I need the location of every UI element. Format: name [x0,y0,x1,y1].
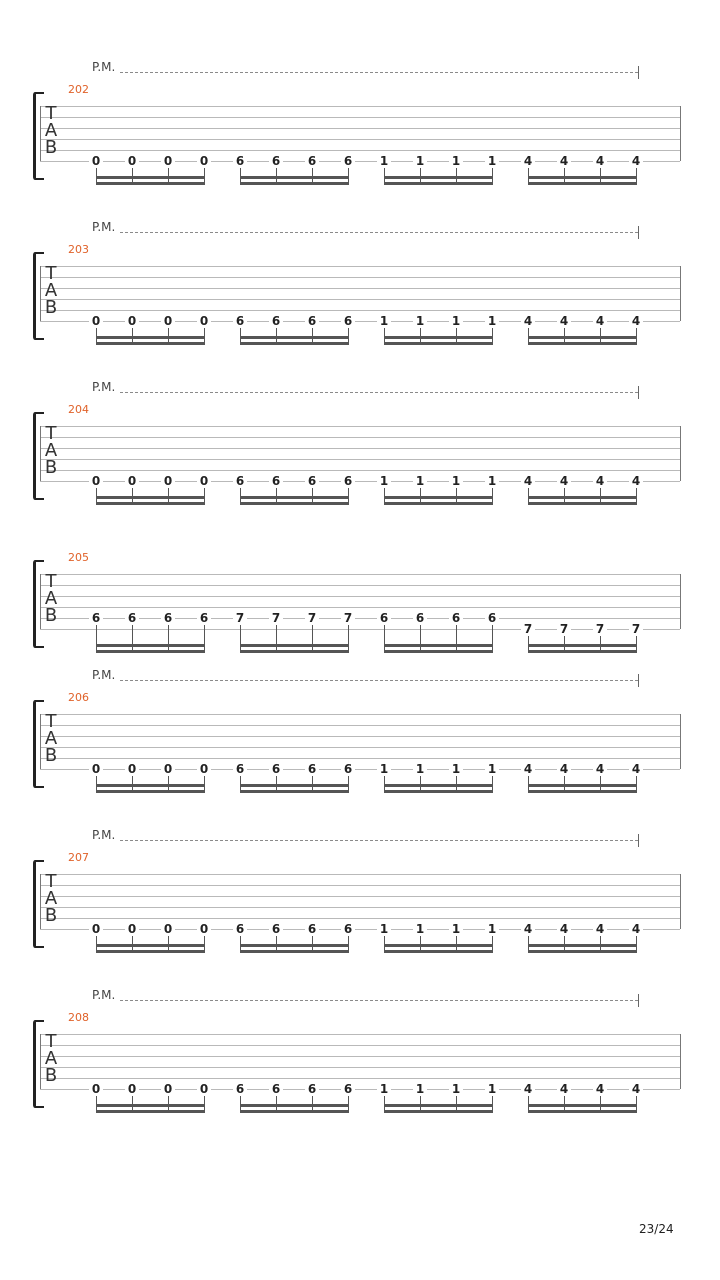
tab-string-line [40,437,680,438]
fret-number: 6 [269,155,283,167]
note-stem [204,625,205,652]
fret-number: 1 [485,1083,499,1095]
tab-clef-letter: T [45,423,57,444]
sixteenth-beam [528,650,637,653]
sixteenth-beam [528,342,637,345]
palm-mute-label: P.M. [92,220,116,234]
start-barline [40,426,41,481]
fret-number: 1 [377,1083,391,1095]
tab-clef-letter: T [45,571,57,592]
tab-string-line [40,150,680,151]
tab-clef-letter: T [45,711,57,732]
sixteenth-beam [240,182,349,185]
sixteenth-beam [96,650,205,653]
tab-system [0,988,720,1148]
fret-number: 6 [341,475,355,487]
end-barline [680,574,681,629]
fret-number: 1 [377,155,391,167]
start-barline [40,714,41,769]
sixteenth-beam [96,790,205,793]
end-barline [680,714,681,769]
bar-number: 208 [68,1011,89,1024]
palm-mute-end-mark [638,674,639,687]
fret-number: 0 [89,315,103,327]
fret-number: 4 [593,155,607,167]
fret-number: 4 [593,475,607,487]
fret-number: 0 [161,475,175,487]
fret-number: 0 [89,475,103,487]
fret-number: 1 [449,155,463,167]
tab-string-line [40,266,680,267]
fret-number: 6 [305,763,319,775]
tab-clef-letter: B [44,905,58,926]
note-stem [492,625,493,652]
start-barline [40,874,41,929]
tab-string-line [40,1045,680,1046]
sixteenth-beam [240,650,349,653]
note-stem [96,625,97,652]
fret-number: 4 [557,763,571,775]
tab-system [0,220,720,380]
tab-string-line [40,747,680,748]
fret-number: 1 [413,315,427,327]
tab-clef-letter: A [44,1048,58,1069]
fret-number: 4 [629,315,643,327]
fret-number: 1 [413,475,427,487]
sixteenth-beam [240,502,349,505]
sixteenth-beam [528,644,637,647]
fret-number: 0 [125,475,139,487]
sixteenth-beam [384,950,493,953]
sixteenth-beam [240,1104,349,1107]
sixteenth-beam [384,790,493,793]
palm-mute-end-mark [638,66,639,79]
fret-number: 6 [305,155,319,167]
fret-number: 6 [233,315,247,327]
note-stem [420,625,421,652]
sixteenth-beam [96,1104,205,1107]
palm-mute-extension-line [120,680,638,681]
sixteenth-beam [96,182,205,185]
fret-number: 4 [521,1083,535,1095]
fret-number: 6 [305,923,319,935]
palm-mute-end-mark [638,994,639,1007]
tab-clef-letter: B [44,457,58,478]
fret-number: 0 [161,315,175,327]
fret-number: 6 [125,612,139,624]
fret-number: 6 [89,612,103,624]
fret-number: 6 [305,475,319,487]
palm-mute-extension-line [120,840,638,841]
fret-number: 0 [125,1083,139,1095]
fret-number: 4 [557,1083,571,1095]
tab-clef-letter: A [44,888,58,909]
fret-number: 0 [89,155,103,167]
fret-number: 6 [377,612,391,624]
sixteenth-beam [528,336,637,339]
sixteenth-beam [384,1104,493,1107]
sixteenth-beam [240,644,349,647]
bar-number: 206 [68,691,89,704]
fret-number: 1 [377,763,391,775]
sixteenth-beam [384,1110,493,1113]
fret-number: 0 [125,155,139,167]
sixteenth-beam [528,944,637,947]
fret-number: 1 [413,763,427,775]
tab-clef-letter: A [44,120,58,141]
tab-string-line [40,139,680,140]
sixteenth-beam [528,784,637,787]
fret-number: 1 [485,763,499,775]
fret-number: 6 [233,475,247,487]
fret-number: 6 [413,612,427,624]
sixteenth-beam [528,502,637,505]
tab-string-line [40,1067,680,1068]
sixteenth-beam [96,644,205,647]
bar-number: 207 [68,851,89,864]
tab-string-line [40,714,680,715]
fret-number: 1 [449,315,463,327]
fret-number: 6 [449,612,463,624]
fret-number: 6 [233,155,247,167]
note-stem [456,625,457,652]
fret-number: 4 [521,475,535,487]
fret-number: 7 [233,612,247,624]
sixteenth-beam [384,336,493,339]
fret-number: 1 [485,475,499,487]
tab-string-line [40,448,680,449]
note-stem [240,625,241,652]
sixteenth-beam [528,790,637,793]
tab-string-line [40,117,680,118]
sixteenth-beam [96,784,205,787]
tab-clef-letter: T [45,1031,57,1052]
sixteenth-beam [384,496,493,499]
tab-string-line [40,299,680,300]
fret-number: 6 [305,1083,319,1095]
tab-string-line [40,874,680,875]
tab-clef-letter: B [44,605,58,626]
bar-number: 203 [68,243,89,256]
fret-number: 6 [269,923,283,935]
tab-string-line [40,885,680,886]
tab-string-line [40,128,680,129]
fret-number: 6 [233,1083,247,1095]
fret-number: 1 [449,923,463,935]
fret-number: 6 [341,155,355,167]
sixteenth-beam [96,944,205,947]
tab-clef-letter: T [45,103,57,124]
fret-number: 6 [233,923,247,935]
end-barline [680,266,681,321]
tab-string-line [40,896,680,897]
tab-clef-letter: A [44,440,58,461]
fret-number: 6 [341,315,355,327]
palm-mute-extension-line [120,392,638,393]
palm-mute-label: P.M. [92,668,116,682]
sixteenth-beam [384,650,493,653]
fret-number: 1 [449,1083,463,1095]
palm-mute-end-mark [638,834,639,847]
tab-string-line [40,1034,680,1035]
tab-string-line [40,607,680,608]
fret-number: 0 [197,1083,211,1095]
tab-string-line [40,629,680,630]
note-stem [276,625,277,652]
end-barline [680,106,681,161]
fret-number: 6 [341,1083,355,1095]
fret-number: 0 [197,475,211,487]
palm-mute-end-mark [638,386,639,399]
fret-number: 6 [269,763,283,775]
fret-number: 6 [233,763,247,775]
palm-mute-extension-line [120,72,638,73]
sixteenth-beam [240,950,349,953]
tab-string-line [40,596,680,597]
fret-number: 0 [161,1083,175,1095]
note-stem [168,625,169,652]
bar-number: 204 [68,403,89,416]
sixteenth-beam [528,1110,637,1113]
fret-number: 4 [629,475,643,487]
sixteenth-beam [240,784,349,787]
fret-number: 4 [593,315,607,327]
fret-number: 7 [269,612,283,624]
tab-clef-letter: A [44,280,58,301]
note-stem [348,625,349,652]
fret-number: 4 [629,923,643,935]
sixteenth-beam [528,1104,637,1107]
sixteenth-beam [240,944,349,947]
fret-number: 1 [485,923,499,935]
fret-number: 7 [557,623,571,635]
fret-number: 0 [125,923,139,935]
sixteenth-beam [240,336,349,339]
tab-string-line [40,907,680,908]
fret-number: 4 [593,923,607,935]
tab-clef-letter: T [45,263,57,284]
sixteenth-beam [384,182,493,185]
fret-number: 4 [557,475,571,487]
fret-number: 1 [485,315,499,327]
palm-mute-end-mark [638,226,639,239]
sixteenth-beam [240,342,349,345]
sixteenth-beam [528,496,637,499]
fret-number: 6 [269,475,283,487]
start-barline [40,266,41,321]
tab-clef-letter: B [44,297,58,318]
start-barline [40,574,41,629]
fret-number: 6 [269,1083,283,1095]
fret-number: 7 [341,612,355,624]
sixteenth-beam [384,784,493,787]
fret-number: 1 [413,923,427,935]
bar-number: 202 [68,83,89,96]
fret-number: 0 [161,155,175,167]
sixteenth-beam [528,950,637,953]
fret-number: 0 [197,763,211,775]
fret-number: 7 [521,623,535,635]
fret-number: 0 [161,763,175,775]
fret-number: 6 [269,315,283,327]
note-stem [132,625,133,652]
fret-number: 4 [557,315,571,327]
end-barline [680,426,681,481]
tab-string-line [40,1056,680,1057]
tab-clef-letter: B [44,745,58,766]
tab-string-line [40,585,680,586]
fret-number: 4 [593,763,607,775]
sixteenth-beam [384,342,493,345]
tab-string-line [40,725,680,726]
fret-number: 4 [593,1083,607,1095]
fret-number: 0 [125,315,139,327]
tab-string-line [40,277,680,278]
tab-string-line [40,758,680,759]
sixteenth-beam [96,496,205,499]
fret-number: 6 [341,763,355,775]
fret-number: 4 [521,923,535,935]
fret-number: 4 [521,763,535,775]
end-barline [680,1034,681,1089]
fret-number: 4 [629,1083,643,1095]
sixteenth-beam [240,176,349,179]
sixteenth-beam [384,502,493,505]
tab-system [0,60,720,220]
fret-number: 1 [413,155,427,167]
tab-system [0,528,720,688]
fret-number: 0 [125,763,139,775]
fret-number: 6 [305,315,319,327]
sixteenth-beam [96,950,205,953]
end-barline [680,874,681,929]
fret-number: 4 [557,923,571,935]
sixteenth-beam [384,944,493,947]
fret-number: 4 [629,155,643,167]
sixteenth-beam [384,644,493,647]
fret-number: 1 [377,923,391,935]
palm-mute-extension-line [120,232,638,233]
fret-number: 6 [341,923,355,935]
fret-number: 7 [629,623,643,635]
tab-clef-letter: A [44,588,58,609]
tab-string-line [40,470,680,471]
fret-number: 6 [197,612,211,624]
sixteenth-beam [96,502,205,505]
tab-system [0,668,720,828]
tab-string-line [40,736,680,737]
tab-string-line [40,1078,680,1079]
fret-number: 0 [89,1083,103,1095]
fret-number: 4 [521,315,535,327]
sixteenth-beam [384,176,493,179]
sixteenth-beam [528,176,637,179]
fret-number: 1 [377,475,391,487]
fret-number: 1 [449,475,463,487]
fret-number: 0 [197,155,211,167]
tab-system [0,380,720,540]
fret-number: 4 [629,763,643,775]
fret-number: 1 [413,1083,427,1095]
tab-string-line [40,574,680,575]
tab-clef-letter: B [44,137,58,158]
tab-string-line [40,426,680,427]
note-stem [312,625,313,652]
start-barline [40,1034,41,1089]
fret-number: 7 [305,612,319,624]
sixteenth-beam [96,1110,205,1113]
palm-mute-label: P.M. [92,60,116,74]
tab-clef-letter: A [44,728,58,749]
tab-clef-letter: B [44,1065,58,1086]
sixteenth-beam [96,342,205,345]
tab-string-line [40,310,680,311]
sixteenth-beam [528,182,637,185]
fret-number: 0 [197,315,211,327]
fret-number: 1 [449,763,463,775]
fret-number: 6 [161,612,175,624]
fret-number: 0 [161,923,175,935]
fret-number: 4 [521,155,535,167]
fret-number: 6 [485,612,499,624]
sixteenth-beam [240,496,349,499]
fret-number: 1 [485,155,499,167]
palm-mute-extension-line [120,1000,638,1001]
bar-number: 205 [68,551,89,564]
fret-number: 4 [557,155,571,167]
sixteenth-beam [240,1110,349,1113]
fret-number: 0 [197,923,211,935]
sixteenth-beam [240,790,349,793]
tab-system [0,828,720,988]
fret-number: 0 [89,763,103,775]
fret-number: 7 [593,623,607,635]
tab-string-line [40,106,680,107]
sixteenth-beam [96,336,205,339]
tab-clef-letter: T [45,871,57,892]
palm-mute-label: P.M. [92,988,116,1002]
tab-string-line [40,918,680,919]
fret-number: 0 [89,923,103,935]
sixteenth-beam [96,176,205,179]
palm-mute-label: P.M. [92,828,116,842]
page-number: 23/24 [639,1222,674,1236]
tab-string-line [40,459,680,460]
fret-number: 1 [377,315,391,327]
tab-string-line [40,288,680,289]
start-barline [40,106,41,161]
note-stem [384,625,385,652]
palm-mute-label: P.M. [92,380,116,394]
